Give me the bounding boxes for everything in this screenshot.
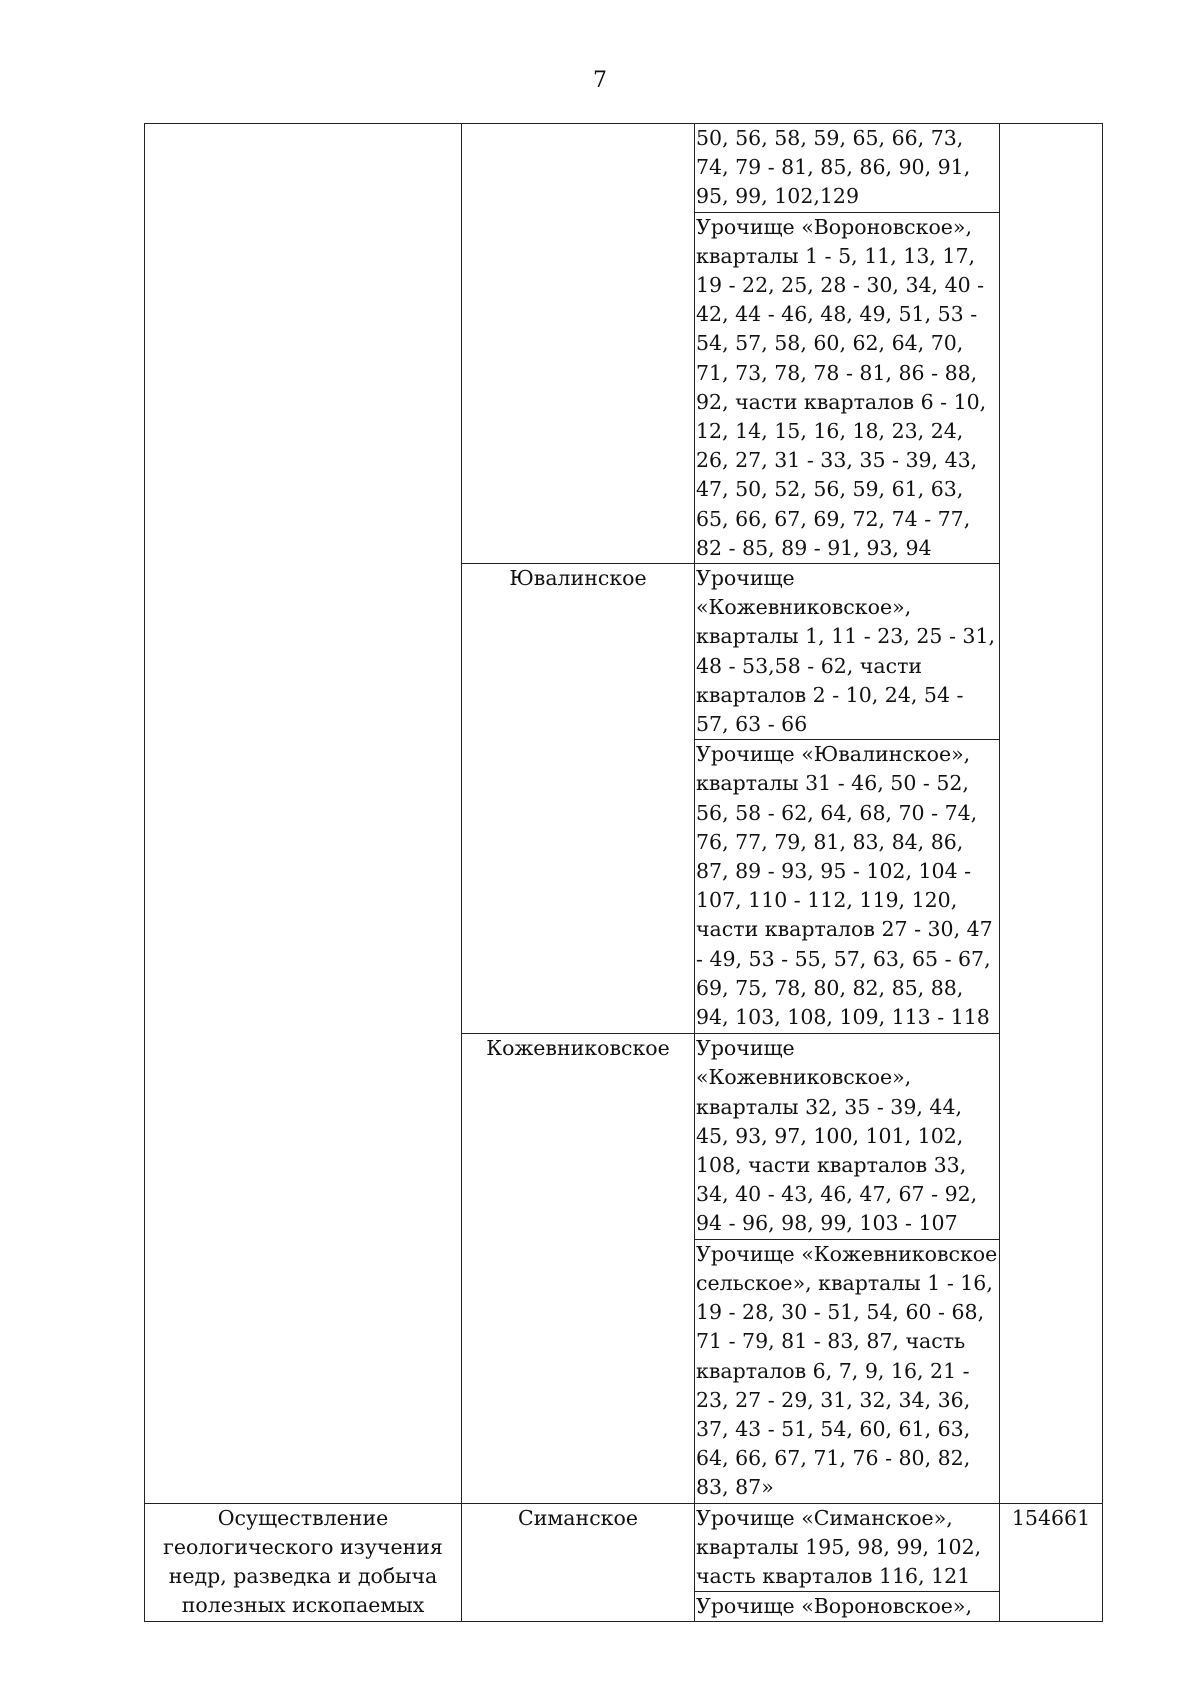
parcels-cell (695, 564, 1000, 740)
parcels-text: Урочище «Ювалинское», кварталы 31 - 46, 50 - 52, 56, 58 - 62, 64, 68, 70 - 74, 76, 77, 79, 81, 83, 84, 86, 87, 89 - 93, 95 - 102, 104 - 107, 110 - 112, 119, 120, части кварталов 27 - 30, 47 - 49, 53 - 55, 57, 63, 65 - 67, 69, 75, 78, 80, 82, 85, 88, 94, 103, 108, 109, 113 - 118 (696, 742, 993, 1030)
area-value: 154661 (1011, 1505, 1091, 1530)
parcels-text: Урочище «Вороновское», (696, 1594, 972, 1619)
forestry-cell (462, 1503, 695, 1622)
parcels-cell (695, 1034, 1000, 1239)
area-cell (1000, 1503, 1103, 1622)
purpose-cell (145, 1503, 462, 1622)
parcels-text: Урочище «Кожевниковское», кварталы 32, 35 - 39, 44, 45, 93, 97, 100, 101, 102, 108, части кварталов 33, 34, 40 - 43, 46, 47, 67 - 92, 94 - 96, 98, 99, 103 - 107 (696, 1036, 978, 1236)
area-cell-empty (1000, 124, 1103, 1504)
parcels-text: Урочище «Симанское», кварталы 195, 98, 99, 102, часть кварталов 116, 121 (696, 1505, 982, 1588)
purpose-text: Осуществление геологического изучения недр, разведка и добыча полезных ископаемых (163, 1505, 443, 1618)
forestry-name: Ювалинское (509, 566, 647, 591)
parcels-text: Урочище «Вороновское», кварталы 1 - 5, 11, 13, 17, 19 - 22, 25, 28 - 30, 34, 40 - 42, 44 - 46, 48, 49, 51, 53 - 54, 57, 58, 60, 62, 64, 70, 71, 73, 78, 78 - 81, 86 - 88, 92, части кварталов 6 - 10, 12, 14, 15, 16, 18, 23, 24, 26, 27, 31 - 33, 35 - 39, 43, 47, 50, 52, 56, 59, 61, 63, 65, 66, 67, 69, 72, 74 - 77, 82 - 85, 89 - 91, 93, 94 (696, 214, 987, 560)
table-row (145, 1503, 1103, 1592)
parcels-text: Урочище «Кожевниковское», кварталы 1, 11 - 23, 25 - 31, 48 - 53,58 - 62, части кварталов 2 - 10, 24, 54 - 57, 63 - 66 (696, 566, 996, 737)
parcels-cell (695, 740, 1000, 1034)
forestry-cell (462, 1034, 695, 1503)
parcels-cell (695, 1592, 1000, 1622)
page-number: 7 (593, 68, 607, 93)
forestry-name: Симанское (518, 1505, 638, 1530)
parcels-cell (695, 1239, 1000, 1503)
parcels-text: Урочище «Кожевниковское сельское», кварталы 1 - 16, 19 - 28, 30 - 51, 54, 60 - 68, 71 - 79, 81 - 83, 87, часть кварталов 6, 7, 9, 16, 21 - 23, 27 - 29, 31, 32, 34, 36, 37, 43 - 51, 54, 60, 61, 63, 64, 66, 67, 71, 76 - 80, 82, 83, 87» (696, 1241, 998, 1500)
forestry-cell-empty (462, 124, 695, 564)
parcels-text: 50, 56, 58, 59, 65, 66, 73, 74, 79 - 81, 85, 86, 90, 91, 95, 99, 102,129 (696, 126, 971, 209)
table-row (145, 124, 1103, 213)
purpose-cell-empty (145, 124, 462, 1504)
forest-parcels-table (144, 123, 1103, 1622)
forestry-name: Кожевниковское (486, 1036, 670, 1061)
forestry-cell (462, 564, 695, 1034)
parcels-cell (695, 212, 1000, 563)
parcels-cell (695, 124, 1000, 213)
parcels-cell (695, 1503, 1000, 1592)
